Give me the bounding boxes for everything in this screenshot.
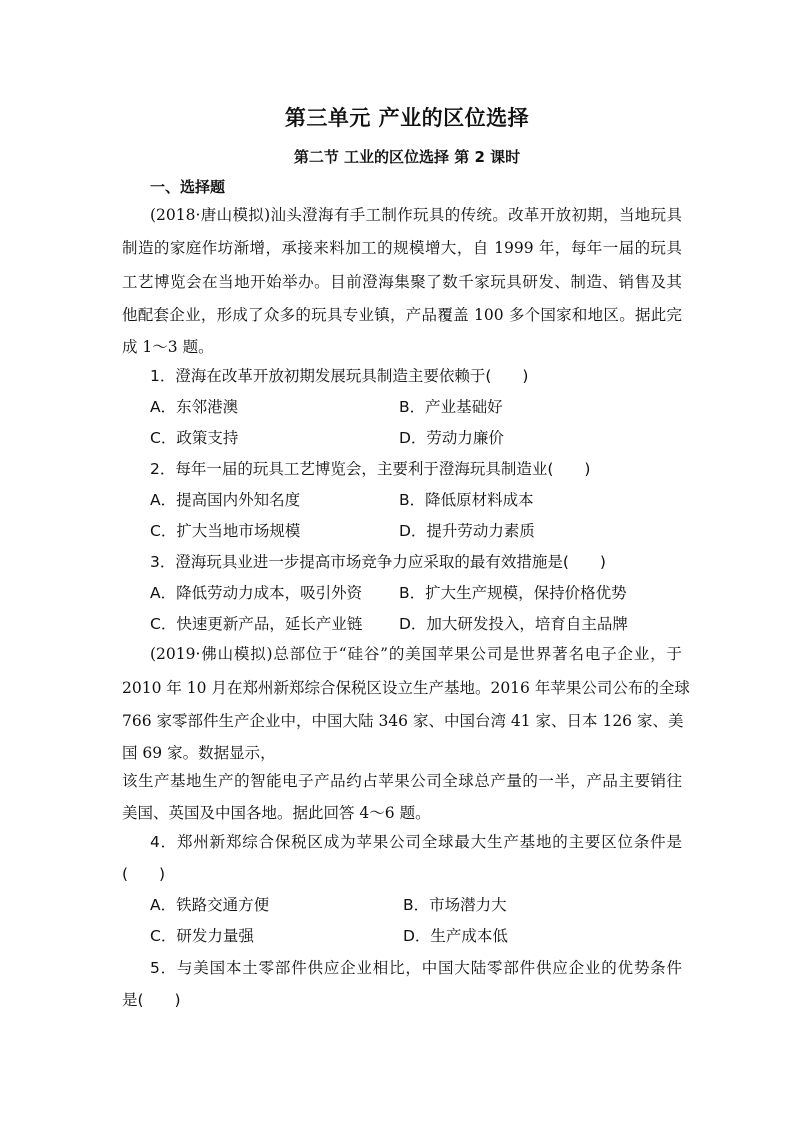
option-d[interactable]: D．加大研发投入，培育自主品牌 [399, 615, 628, 633]
option-b[interactable]: B．产业基础好 [399, 398, 503, 416]
question-stem: 2．每年一届的玩具工艺博览会，主要利于澄海玩具制造业( ) [150, 460, 591, 478]
part-heading: 一、选择题 [150, 178, 226, 196]
passage-line: 766 家零部件生产企业中，中国大陆 346 家、中国台湾 41 家、日本 126 家、美 [122, 712, 684, 730]
option-c[interactable]: C．扩大当地市场规模 [150, 522, 301, 540]
option-b[interactable]: B．扩大生产规模，保持价格优势 [399, 584, 627, 602]
option-c[interactable]: C．研发力量强 [150, 927, 254, 945]
passage-line: 制造的家庭作坊渐增，承接来料加工的规模增大，自 1999 年，每年一届的玩具 [122, 239, 682, 257]
option-a[interactable]: A．东邻港澳 [150, 398, 239, 416]
passage-line: 2010 年 10 月在郑州新郑综合保税区设立生产基地。2016 年苹果公司公布的全球 [122, 679, 690, 697]
passage-line: 他配套企业，形成了众多的玩具专业镇，产品覆盖 100 多个国家和地区。据此完 [122, 306, 682, 324]
option-a[interactable]: A．铁路交通方便 [150, 896, 270, 914]
option-a[interactable]: A．降低劳动力成本，吸引外资 [150, 584, 363, 602]
option-b[interactable]: B．市场潜力大 [403, 896, 507, 914]
option-c[interactable]: C．快速更新产品，延长产业链 [150, 615, 363, 633]
question-stem-continuation: 是( ) [122, 991, 181, 1009]
option-d[interactable]: D．提升劳动力素质 [399, 522, 535, 540]
passage-line: 该生产基地生产的智能电子产品约占苹果公司全球总产量的一半，产品主要销往 [122, 772, 682, 790]
option-c[interactable]: C．政策支持 [150, 429, 239, 447]
option-b[interactable]: B．降低原材料成本 [399, 491, 534, 509]
question-stem: 3．澄海玩具业进一步提高市场竞争力应采取的最有效措施是( ) [150, 553, 606, 571]
option-d[interactable]: D．劳动力廉价 [399, 429, 504, 447]
passage-line: 工艺博览会在当地开始举办。目前澄海集聚了数千家玩具研发、制造、销售及其 [122, 273, 682, 291]
passage-line: 成 1～3 题。 [122, 338, 214, 356]
option-d[interactable]: D．生产成本低 [403, 927, 508, 945]
question-stem: 1．澄海在改革开放初期发展玩具制造主要依赖于( ) [150, 367, 529, 385]
section-title: 第二节 工业的区位选择 第 2 课时 [293, 148, 521, 166]
passage-line: (2019·佛山模拟)总部位于“硅谷”的美国苹果公司是世界著名电子企业，于 [150, 645, 682, 663]
passage-line: (2018·唐山模拟)汕头澄海有手工制作玩具的传统。改革开放初期，当地玩具 [150, 206, 682, 224]
question-stem-continuation: ( ) [122, 865, 166, 883]
question-stem: 5．与美国本土零部件供应企业相比，中国大陆零部件供应企业的优势条件 [150, 959, 682, 977]
question-stem: 4．郑州新郑综合保税区成为苹果公司全球最大生产基地的主要区位条件是 [150, 833, 682, 851]
option-a[interactable]: A．提高国内外知名度 [150, 491, 301, 509]
unit-title: 第三单元 产业的区位选择 [284, 106, 530, 130]
passage-line: 国 69 家。数据显示， [122, 744, 276, 762]
passage-line: 美国、英国及中国各地。据此回答 4～6 题。 [122, 804, 431, 822]
